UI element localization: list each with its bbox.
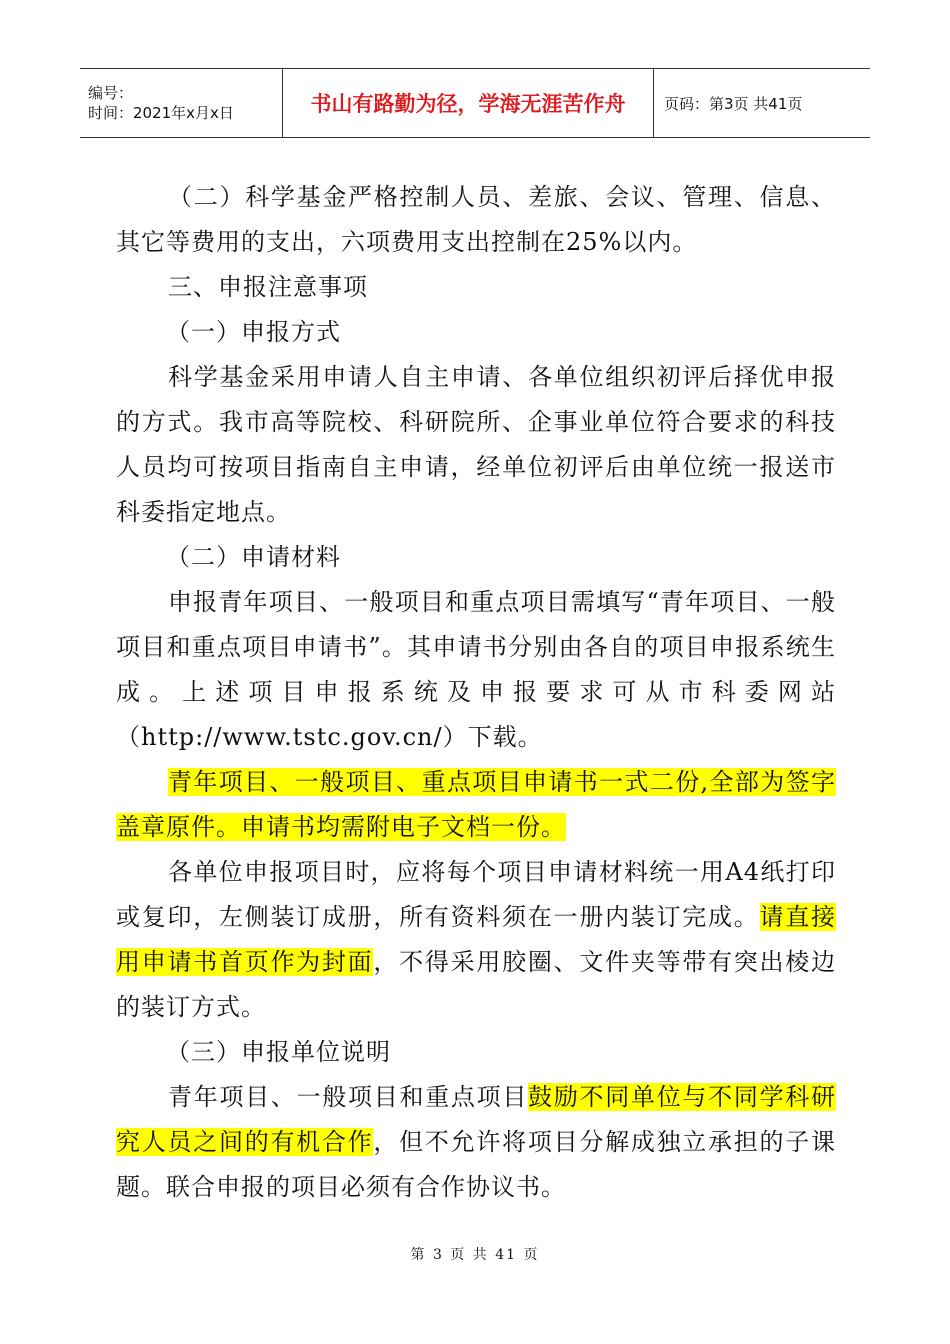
units-text-b: ，但不允许将项目分解成独立承担的子课题。联合申报的项目必须有合作协议书。 <box>116 1128 837 1201</box>
header-motto <box>282 69 654 137</box>
binding-text-b: ，不得采用胶圈、文件夹等带有突出棱边的装订方式。 <box>116 948 837 1021</box>
time-label: 时间：2021年x月x日 <box>88 104 234 122</box>
highlight-cover: 请直接用申请书首页作为封面 <box>116 903 837 976</box>
header-meta <box>80 69 282 137</box>
section-heading-notes: 三、申报注意事项 <box>168 273 368 301</box>
highlight-copies: 青年项目、一般项目、重点项目申请书一式二份,全部为签字盖章原件。申请书均需附电子文档一份。 <box>116 768 836 841</box>
paragraph-method: 科学基金采用申请人自主申请、各单位组织初评后择优申报的方式。我市高等院校、科研院所、企事业单位符合要求的科技人员均可按项目指南自主申请，经单位初评后由单位统一报送市科委指定地点。 <box>116 363 836 526</box>
paragraph-copies <box>116 760 836 850</box>
document-body <box>116 175 836 1210</box>
header-page-info <box>654 69 870 137</box>
paragraph-materials: 申报青年项目、一般项目和重点项目需填写“青年项目、一般项目和重点项目申请书”。其申请书分别由各自的项目申报系统生成。上述项目申报系统及申报要求可从市科委网站（http://www.tstc.gov.cn/）下载。 <box>116 588 836 751</box>
paragraph-expense-control: （二）科学基金严格控制人员、差旅、会议、管理、信息、其它等费用的支出，六项费用支出控制在25%以内。 <box>116 183 836 256</box>
subheading-method: （一）申报方式 <box>166 318 341 346</box>
motto-text: 书山有路勤为径，学海无涯苦作舟 <box>310 92 626 116</box>
page-footer: 第 3 页 共 41 页 <box>410 1247 540 1263</box>
highlight-cooperation: 鼓励不同单位与不同学科研究人员之间的有机合作 <box>116 1083 837 1156</box>
units-text-a: 青年项目、一般项目和重点项目 <box>168 1083 529 1111</box>
page-info-text: 页码：第3页 共41页 <box>664 94 803 113</box>
paragraph-binding <box>116 850 836 1030</box>
subheading-units: （三）申报单位说明 <box>166 1038 391 1066</box>
binding-text-a: 各单位申报项目时，应将每个项目申请材料统一用A4纸打印或复印，左侧装订成册，所有资料须在一册内装订完成。 <box>116 858 836 931</box>
page-header <box>80 68 870 138</box>
subheading-materials: （二）申请材料 <box>166 543 341 571</box>
number-label: 编号： <box>88 84 134 102</box>
paragraph-units <box>116 1075 836 1210</box>
